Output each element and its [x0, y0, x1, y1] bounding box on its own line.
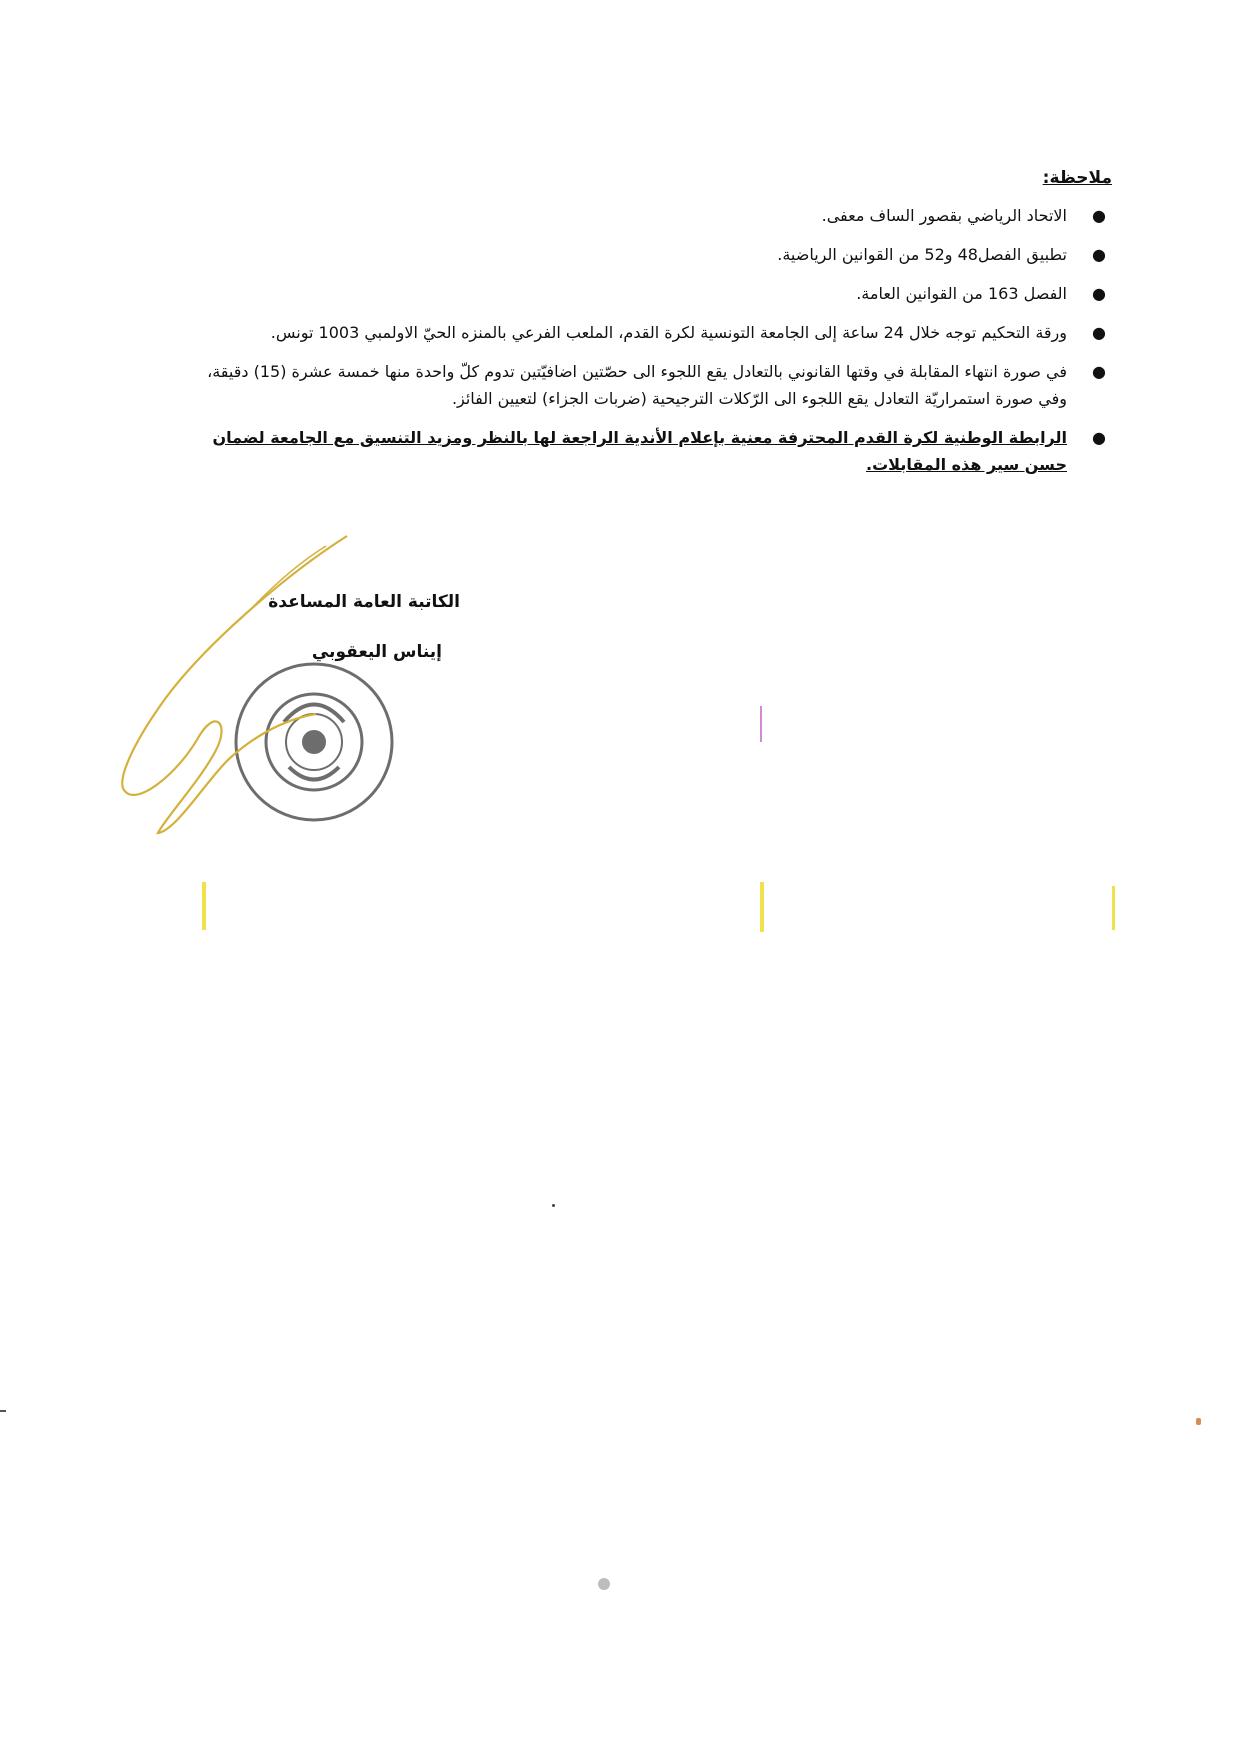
bullet-icon: ●	[1092, 323, 1106, 342]
page-dot	[1196, 1418, 1201, 1425]
bullet-icon: ●	[1092, 428, 1106, 447]
list-item	[192, 202, 1112, 229]
margin-mark	[760, 882, 764, 932]
notes-section	[192, 168, 1112, 490]
notes-title: ملاحظة:	[1042, 168, 1112, 188]
signature-block	[180, 592, 460, 662]
bullet-icon: ●	[1092, 362, 1106, 381]
list-item	[192, 319, 1112, 346]
handwritten-signature	[112, 528, 372, 848]
note-text: الاتحاد الرياضي بقصور الساف معفى.	[821, 206, 1067, 225]
note-text: الفصل 163 من القوانين العامة.	[856, 284, 1067, 303]
signatory-title: الكاتبة العامة المساعدة	[268, 592, 460, 612]
bullet-icon: ●	[1092, 284, 1106, 303]
note-text: تطبيق الفصل48 و52 من القوانين الرياضية.	[777, 245, 1067, 264]
bullet-icon: ●	[1092, 245, 1106, 264]
margin-mark	[202, 882, 206, 930]
signatory-name: إيناس اليعقوبي	[311, 642, 442, 662]
page-mark	[0, 1410, 6, 1412]
list-item	[192, 280, 1112, 307]
bullet-icon: ●	[1092, 206, 1106, 225]
note-text: في صورة انتهاء المقابلة في وقتها القانوني بالتعادل يقع اللجوء الى حصّتين اضافيّتين تدوم كلّ واحدة منها خمسة عشرة (15) دقيقة، وفي صورة استمراريّة التعادل يقع اللجوء الى الرّكلات الترجيحية (ضربات الجزاء) لتعيين الفائز.	[207, 362, 1067, 408]
notes-list	[192, 202, 1112, 478]
margin-mark	[760, 706, 762, 742]
note-text: الرابطة الوطنية لكرة القدم المحترفة معنية بإعلام الأندية الراجعة لها بالنظر ومزيد التنسيق مع الجامعة لضمان حسن سير هذه المقابلات.	[212, 428, 1067, 474]
note-text: ورقة التحكيم توجه خلال 24 ساعة إلى الجامعة التونسية لكرة القدم، الملعب الفرعي بالمنزه الحيّ الاولمبي 1003 تونس.	[270, 323, 1067, 342]
page-dot	[598, 1578, 610, 1590]
list-item	[192, 358, 1112, 412]
list-item	[192, 241, 1112, 268]
margin-mark	[1112, 886, 1115, 930]
list-item	[192, 424, 1112, 478]
page-dot	[552, 1204, 555, 1207]
